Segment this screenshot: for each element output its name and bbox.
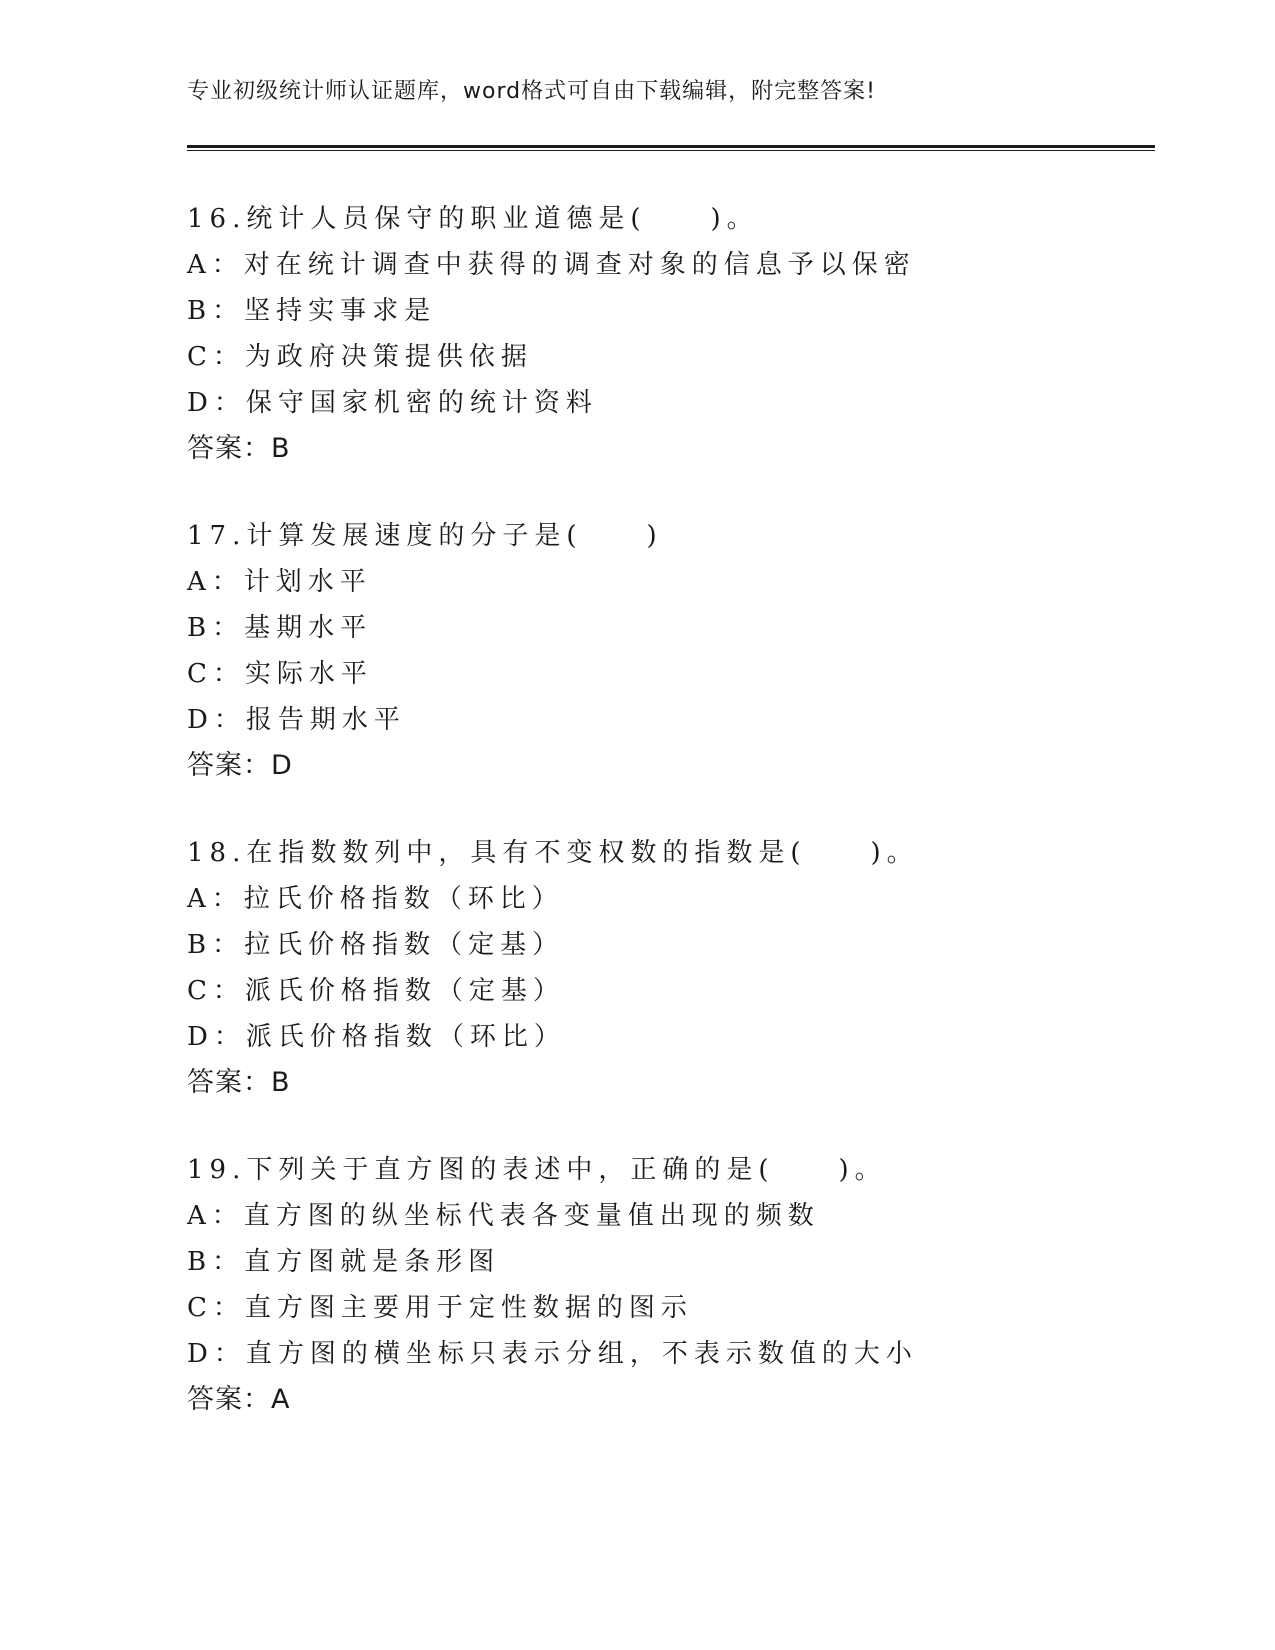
question-16 — [187, 196, 1155, 472]
question-stem: 16.统计人员保守的职业道德是( )。 — [187, 204, 759, 234]
answer-label: 答案：D — [187, 750, 293, 781]
option-d: D：派氏价格指数（环比） — [187, 1022, 566, 1052]
header-divider — [187, 145, 1155, 148]
question-stem: 17.计算发展速度的分子是( ) — [187, 521, 663, 551]
option-d: D：保守国家机密的统计资料 — [187, 388, 598, 418]
option-a: A：直方图的纵坐标代表各变量值出现的频数 — [187, 1201, 820, 1231]
page-header: 专业初级统计师认证题库，word格式可自由下载编辑，附完整答案! — [187, 79, 876, 104]
answer-label: 答案：A — [187, 1384, 291, 1415]
option-b: B：拉氏价格指数（定基） — [187, 930, 565, 960]
option-c: C：为政府决策提供依据 — [187, 342, 533, 372]
option-b: B：直方图就是条形图 — [187, 1247, 501, 1277]
option-b: B：坚持实事求是 — [187, 296, 437, 326]
option-b: B：基期水平 — [187, 613, 373, 643]
question-stem: 18.在指数数列中，具有不变权数的指数是( )。 — [187, 838, 919, 868]
option-d: D：报告期水平 — [187, 705, 406, 735]
header-divider-thin — [187, 150, 1155, 151]
option-c: C：派氏价格指数（定基） — [187, 976, 565, 1006]
answer-label: 答案：B — [187, 433, 291, 464]
option-c: C：直方图主要用于定性数据的图示 — [187, 1293, 693, 1323]
option-d: D：直方图的横坐标只表示分组，不表示数值的大小 — [187, 1339, 918, 1369]
option-a: A：计划水平 — [187, 567, 372, 597]
option-c: C：实际水平 — [187, 659, 373, 689]
question-17 — [187, 513, 1155, 789]
option-a: A：对在统计调查中获得的调查对象的信息予以保密 — [187, 250, 916, 280]
question-stem: 19.下列关于直方图的表述中，正确的是( )。 — [187, 1155, 887, 1185]
answer-label: 答案：B — [187, 1067, 291, 1098]
question-19 — [187, 1147, 1155, 1423]
option-a: A：拉氏价格指数（环比） — [187, 884, 564, 914]
question-18 — [187, 830, 1155, 1106]
